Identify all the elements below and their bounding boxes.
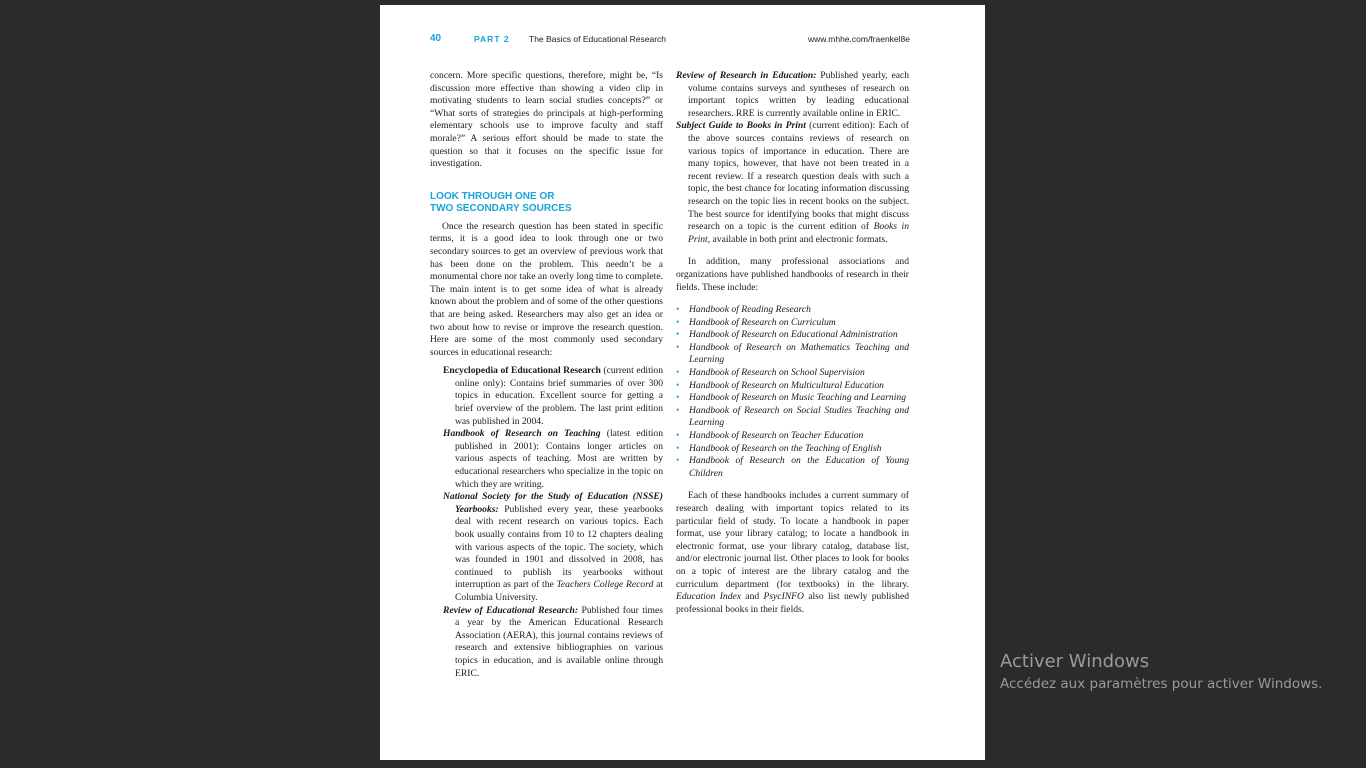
source-title: Review of Educational Research: (443, 604, 579, 616)
right-column (676, 70, 909, 616)
chapter-title: The Basics of Educational Research (529, 34, 667, 44)
closing-text-2: and (741, 591, 764, 603)
left-column (430, 70, 663, 680)
source-entry (443, 428, 663, 491)
handbook-item: • Handbook of Research on Social Studies Teaching and Learning (676, 405, 909, 430)
windows-activation-watermark (1000, 650, 1322, 694)
handbooks-intro: In addition, many professional associations and organizations have published handbooks of research in their fields. These include: (676, 256, 909, 293)
handbook-item: • Handbook of Research on Music Teaching and Learning (676, 392, 909, 405)
part-label: PART 2 (474, 34, 510, 44)
source-text: Published every year, these yearbooks deal with recent research on various topics. Each book usually contains from 10 to 12 chapters dealing with various aspects of the topic. The society, which was founded in 1901 and dissolved in 2008, has continued to publish its yearbooks without interruption as part of the (455, 503, 663, 591)
source-text: Published four times a year by the American Educational Research Association (AERA), this journal contains reviews of research and extensive bibliographies on various topics in education, and is available online through ERIC. (455, 604, 663, 679)
handbook-item: • Handbook of Research on School Supervision (676, 367, 909, 380)
handbook-item: • Handbook of Research on Multicultural Education (676, 380, 909, 393)
closing-italic-1: Education Index (676, 591, 742, 603)
closing-text-1: Each of these handbooks includes a current summary of research dealing with important topics related to its particular field of study. To locate a handbook in paper format, use your library catalog; to locate a handbook in electronic format, use your library catalog, database list, and/or electronic journal list. Other places to look for books on a topic of interest are the library catalog and the curriculum department (for textbooks) in the library. (676, 490, 909, 590)
handbook-list (676, 304, 909, 480)
handbook-item: • Handbook of Research on the Education of Young Children (676, 455, 909, 480)
closing-italic-2: PsycINFO (763, 591, 804, 603)
source-title: Handbook of Research on Teaching (443, 428, 601, 440)
source-text-end: available in both print and electronic formats. (710, 233, 888, 245)
handbook-item: • Handbook of Research on Curriculum (676, 317, 909, 330)
source-italic-text: Books in Print, (688, 221, 910, 245)
source-entry (443, 605, 663, 681)
page-number: 40 (430, 33, 442, 44)
watermark-subtitle: Accédez aux paramètres pour activer Windows. (1000, 676, 1323, 692)
source-title: Subject Guide to Books in Print (676, 120, 806, 132)
document-page (380, 5, 985, 760)
source-title: Encyclopedia of Educational Research (443, 365, 601, 377)
source-title: National Society for the Study of Education (NSSE) Yearbooks: (443, 491, 663, 515)
handbook-item: • Handbook of Research on Teacher Education (676, 430, 909, 443)
source-text: Published yearly, each volume contains surveys and syntheses of research on important topics written by leading educational researchers. RRE is currently available online in ERIC. (688, 70, 910, 119)
closing-text-3: also list newly published professional books in their fields. (676, 591, 910, 615)
body-paragraph: Once the research question has been stated in specific terms, it is a good idea to look through one or two secondary sources to get an overview of previous work that has been done on the problem. This needn’t be a monumental chore nor take an overly long time to complete. The main intent is to get some idea of what is already known about the problem and of some of the other questions that are being asked. Researchers may also get an idea or two about how to revise or improve the research question. Here are some of the most commonly used secondary sources in educational research: (430, 220, 663, 358)
handbook-item: • Handbook of Research on the Teaching of English (676, 443, 909, 456)
source-entry (676, 120, 909, 246)
handbook-item: • Handbook of Reading Research (676, 304, 909, 317)
source-entry (676, 70, 909, 120)
running-head (430, 33, 910, 47)
source-italic-text: Teachers College Record (556, 579, 654, 591)
source-entry (443, 365, 663, 428)
handbook-item: • Handbook of Research on Mathematics Teaching and Learning (676, 342, 909, 367)
running-head-url: www.mhhe.com/fraenkel8e (807, 34, 910, 44)
closing-paragraph (676, 490, 909, 616)
source-text: (latest edition published in 2001): Contains longer articles on various aspects of teaching. Most are written by educational researchers who specialize in the topic on which they are writing. (455, 428, 663, 490)
source-text: (current edition online only): Contains brief summaries of over 300 topics in education. Excellent source for getting a brief overview of the problem. The last print edition was published in 2004. (455, 365, 663, 427)
source-entry (443, 491, 663, 604)
source-title: Review of Research in Education: (676, 70, 817, 81)
section-heading (430, 191, 663, 216)
source-text-end: at Columbia University. (455, 579, 664, 603)
section-heading-line-2: TWO SECONDARY SOURCES (430, 203, 572, 215)
source-text: (current edition): Each of the above sources contains reviews of research on various topics of importance in education. There are many topics, however, that have not been treated in a recent review. If a research question deals with such a topic, the best chance for locating information discussing research on the topic lies in recent books on the subject. The best source for identifying books that might discuss research on a topic is the current edition of (688, 120, 909, 233)
handbook-item: • Handbook of Research on Educational Administration (676, 329, 909, 342)
intro-paragraph: concern. More specific questions, therefore, might be, “Is discussion more effective than showing a video clip in motivating students to learn social studies concepts?” or “What sorts of strategies do principals at high-performing elementary schools use to improve faculty and staff morale?” A serious effort should be made to state the question so that it focuses on the specific issue for investigation. (430, 70, 663, 170)
watermark-title: Activer Windows (1000, 651, 1150, 672)
section-heading-line-1: LOOK THROUGH ONE OR (430, 190, 555, 202)
